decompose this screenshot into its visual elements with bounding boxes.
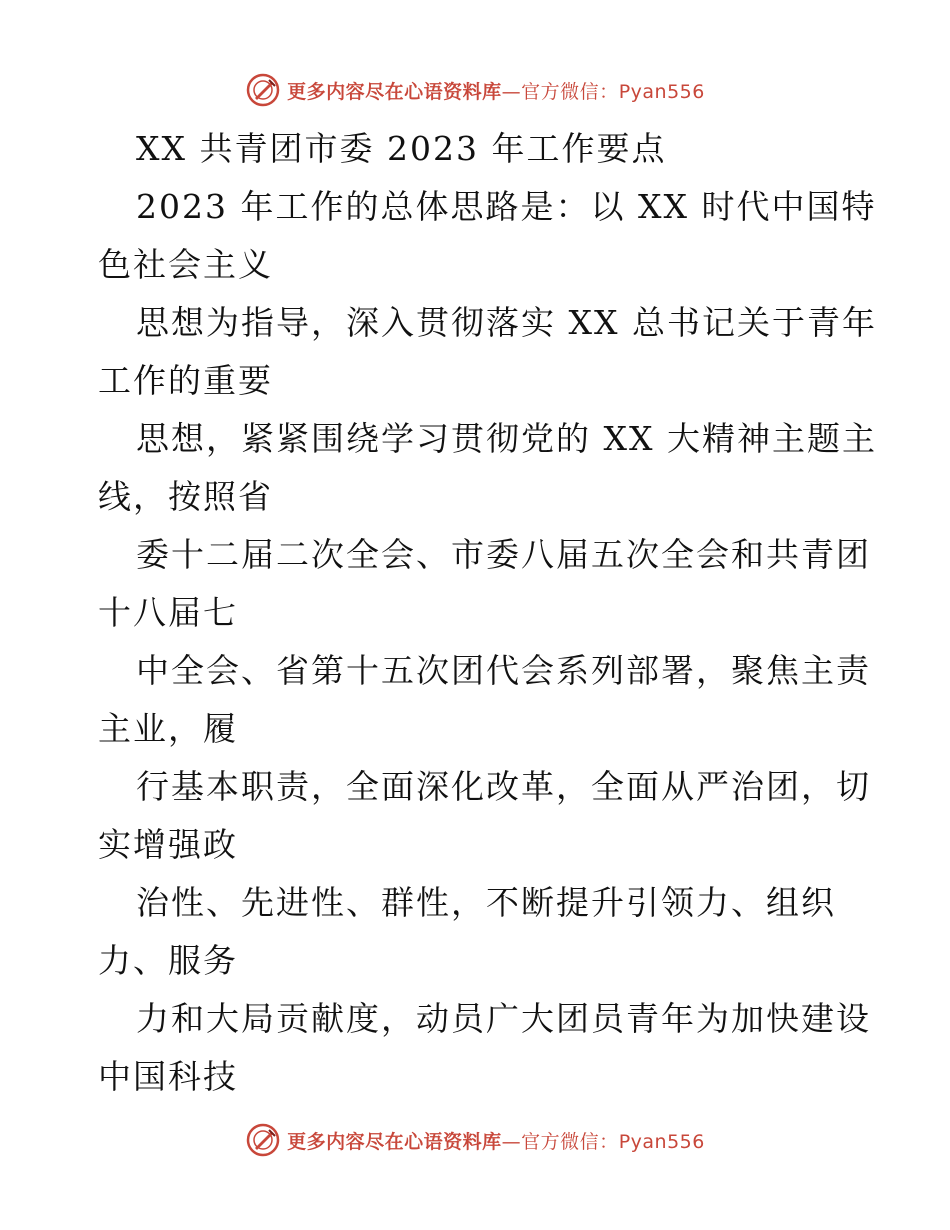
document-line: 实增强政	[98, 825, 238, 864]
watermark-text	[287, 1127, 705, 1154]
document-line: 行基本职责，全面深化改革，全面从严治团，切	[136, 767, 871, 806]
watermark-label: 官方微信：	[521, 80, 619, 103]
document-title: XX 共青团市委 2023 年工作要点	[136, 129, 667, 168]
document-line: 主业，履	[98, 709, 238, 748]
document-line: 治性、先进性、群性，不断提升引领力、组织	[136, 883, 836, 922]
watermark-id: Pyan556	[618, 80, 705, 103]
document-line: 线，按照省	[98, 477, 273, 516]
document-line: 中国科技	[98, 1057, 238, 1096]
watermark-sep: —	[501, 80, 522, 103]
watermark-header	[0, 70, 950, 110]
pen-logo-icon	[245, 1122, 281, 1158]
document-line: 委十二届二次全会、市委八届五次全会和共青团	[136, 535, 871, 574]
watermark-text	[287, 77, 705, 104]
watermark-footer	[0, 1120, 950, 1160]
document-line: 中全会、省第十五次团代会系列部署，聚焦主责	[136, 651, 871, 690]
watermark-main: 更多内容尽在心语资料库	[287, 1130, 502, 1153]
watermark-id: Pyan556	[618, 1130, 705, 1153]
document-line: 力和大局贡献度，动员广大团员青年为加快建设	[136, 999, 871, 1038]
watermark-sep: —	[501, 1130, 522, 1153]
document-line: 思想，紧紧围绕学习贯彻党的 XX 大精神主题主	[136, 419, 877, 458]
document-line: 2023 年工作的总体思路是：以 XX 时代中国特	[136, 187, 877, 226]
pen-logo-icon	[245, 72, 281, 108]
document-line: 力、服务	[98, 941, 238, 980]
document-line: 十八届七	[98, 593, 238, 632]
document-body	[98, 120, 877, 1106]
watermark-label: 官方微信：	[521, 1130, 619, 1153]
document-line: 工作的重要	[98, 361, 273, 400]
document-line: 思想为指导，深入贯彻落实 XX 总书记关于青年	[136, 303, 877, 342]
watermark-main: 更多内容尽在心语资料库	[287, 80, 502, 103]
document-line: 色社会主义	[98, 245, 273, 284]
